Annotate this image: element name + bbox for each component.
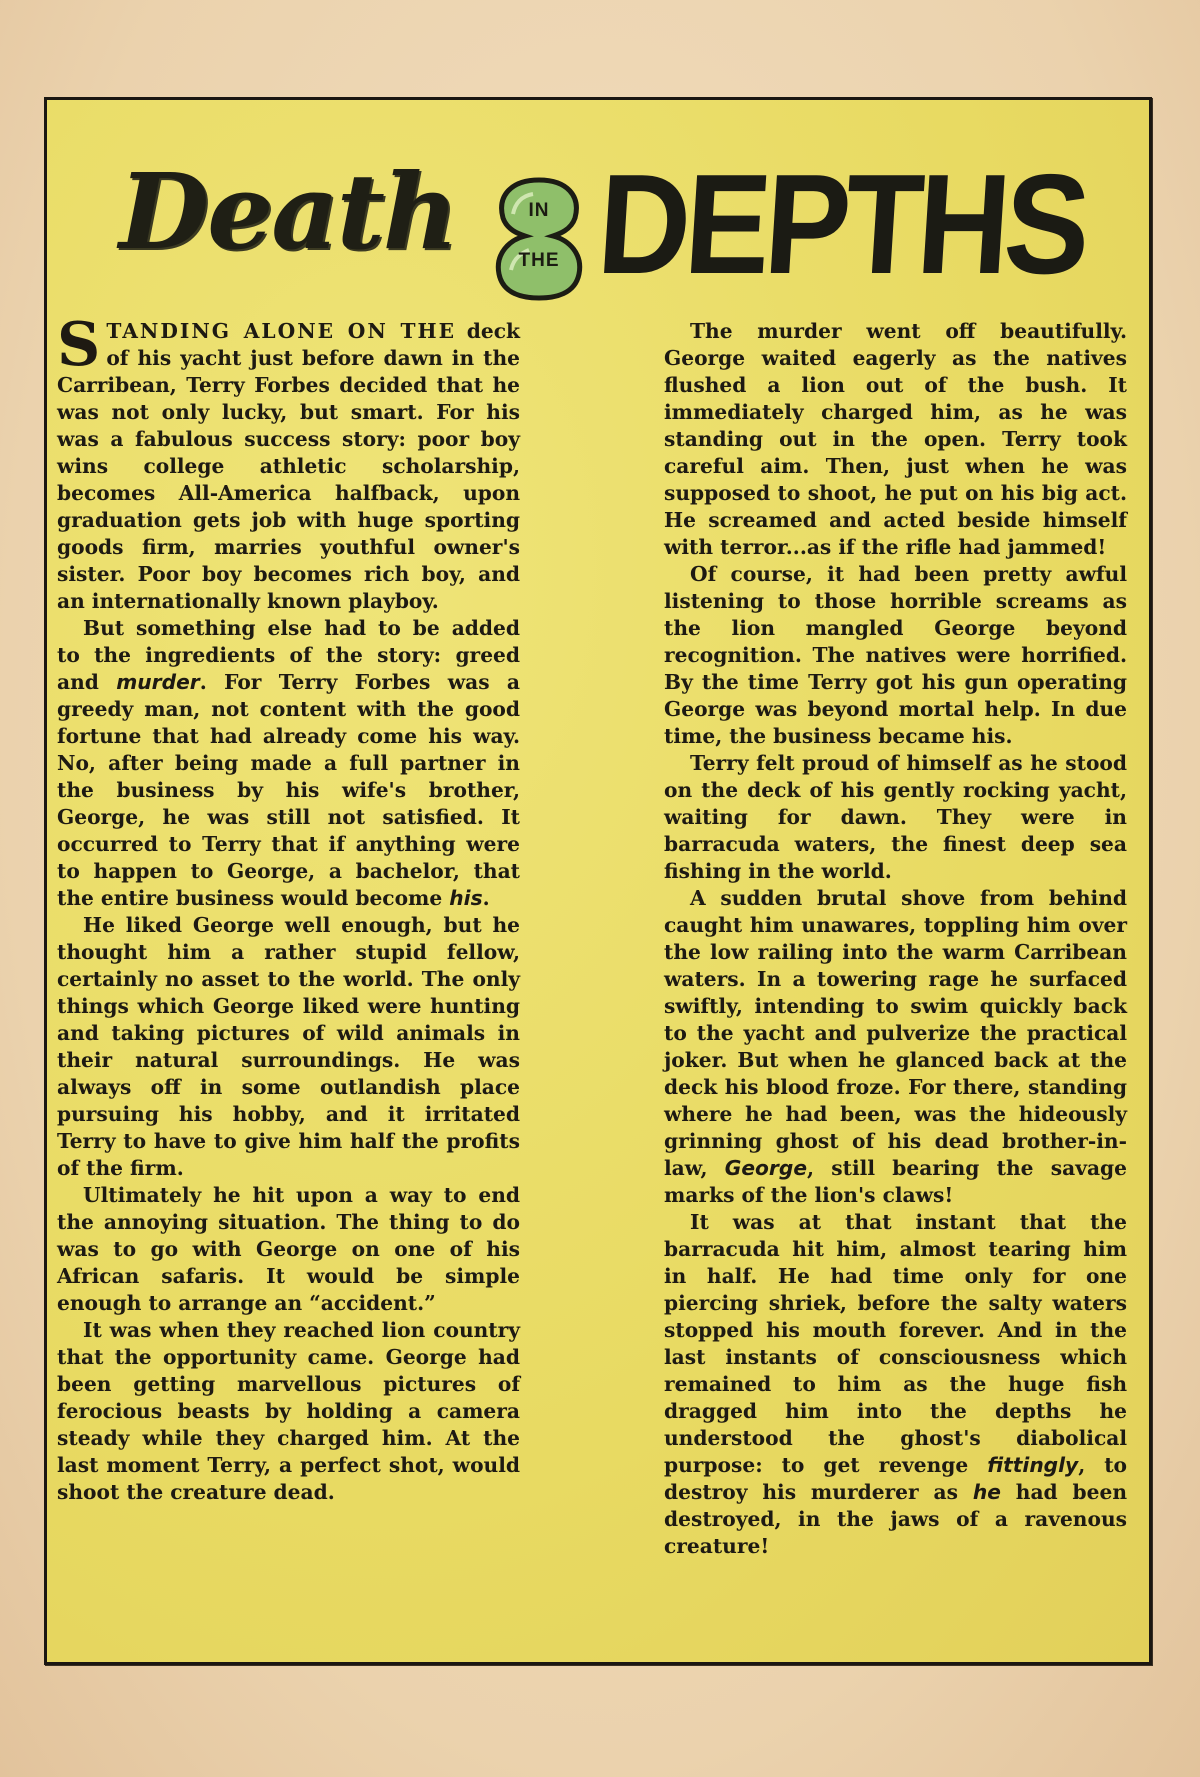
paragraph-text: . For Terry Forbes was a greedy man, not content with the good fortune that had already come his way. No, after being made a full partner in the business by his wife's brother, George, he was still not satisfied. It occurred to Terry that if anything were to happen to George, a bachelor, that the entire business would become <box>57 670 521 910</box>
story-column-right <box>664 318 1127 1560</box>
story-paragraph: Terry felt proud of himself as he stood on the deck of his gently rocking yacht, waiting for dawn. They were in barracuda waters, the finest deep sea fishing in the world. <box>664 751 1127 883</box>
opening-caps: TANDING ALONE ON THE <box>106 319 457 343</box>
emphasis-text: he <box>972 1480 1001 1504</box>
story-paragraph <box>664 1209 1127 1560</box>
story-paragraph: Of course, it had been pretty awful listening to those horrible screams as the lion mangled George beyond recognition. The natives were horrified. By the time Terry got his gun operating George was beyond mortal help. In due time, the business became his. <box>664 562 1127 748</box>
paragraph-text: It was at that instant that the barracuda hit him, almost tearing him in half. He had time only for one piercing shriek, before the salty waters stopped his mouth forever. And in the last instants of consciousness which remained to him as the huge fish dragged him into the depths he understood the ghost's diabolical purpose: to get revenge <box>664 1210 1127 1477</box>
drop-cap: S <box>57 310 101 380</box>
paragraph-text: had been destroyed, in the jaws of a ravenous creature! <box>664 1480 1127 1558</box>
story-paragraph: It was when they reached lion country that the opportunity came. George had been getting marvellous pictures of ferocious beasts by holding a camera steady while they charged him. At the last moment Terry, a perfect shot, would shoot the creature dead. <box>57 1318 520 1504</box>
story-paragraph: Ultimately he hit upon a way to end the annoying situation. The thing to do was to go with George on one of his African safaris. It would be simple enough to arrange an “accident.” <box>57 1183 520 1315</box>
badge-shape-icon <box>489 174 589 302</box>
badge-word-the: THE <box>518 250 560 271</box>
story-panel <box>44 97 1152 1665</box>
story-paragraph <box>664 885 1127 1209</box>
emphasis-text: fittingly <box>987 1453 1079 1477</box>
story-paragraph: He liked George well enough, but he thought him a rather stupid fellow, certainly no asset to the world. The only things which George liked were hunting and taking pictures of wild animals in their natural surroundings. He was always off in some outlandish place pursuing his hobby, and it irritated Terry to have to give him half the profits of the firm. <box>57 913 520 1180</box>
title-word-death: Death <box>119 150 457 273</box>
paragraph-text: A sudden brutal shove from behind caught him unawares, toppling him over the low railing into the warm Carribean waters. In a towering rage he surfaced swiftly, intending to swim quickly back to the yacht and pulverize the practical joker. But when he glanced back at the deck his blood froze. For there, standing where he had been, was the hideously grinning ghost of his dead brother-in-law, <box>664 886 1127 1180</box>
story-paragraph <box>57 310 520 615</box>
story-column-left <box>57 310 521 1506</box>
story-paragraph: The murder went off beautifully. George waited eagerly as the natives flushed a lion out of the bush. It immediately charged him, as he was standing out in the open. Terry took careful aim. Then, just when he was supposed to shoot, he put on his big act. He screamed and acted beside himself with terror...as if the rifle had jammed! <box>664 319 1127 559</box>
emphasis-text: George <box>724 1156 808 1180</box>
title-word-depths: DEPTHS <box>593 145 1090 304</box>
story-title <box>47 140 1149 310</box>
title-badge-in-the <box>489 174 589 302</box>
paragraph-text: , to destroy his murderer as <box>664 1453 1127 1504</box>
emphasis-text: murder <box>116 670 200 694</box>
paragraph-text: deck of his yacht just before dawn in the Carribean, Terry Forbes decided that he was not only lucky, but smart. For his was a fabulous success story: poor boy wins college athletic scholarship, becomes All-America halfback, upon graduation gets job with huge sporting goods firm, marries youthful owner's sister. Poor boy becomes rich boy, and an internationally known playboy. <box>57 319 520 613</box>
emphasis-text: his <box>449 886 483 910</box>
story-paragraph <box>57 615 520 912</box>
paragraph-text: . <box>482 886 490 910</box>
badge-word-in: IN <box>528 200 550 221</box>
paragraph-text: , still bearing the savage marks of the lion's claws! <box>664 1156 1127 1207</box>
paragraph-text: But something else had to be added to the ingredients of the story: greed and <box>57 616 520 694</box>
